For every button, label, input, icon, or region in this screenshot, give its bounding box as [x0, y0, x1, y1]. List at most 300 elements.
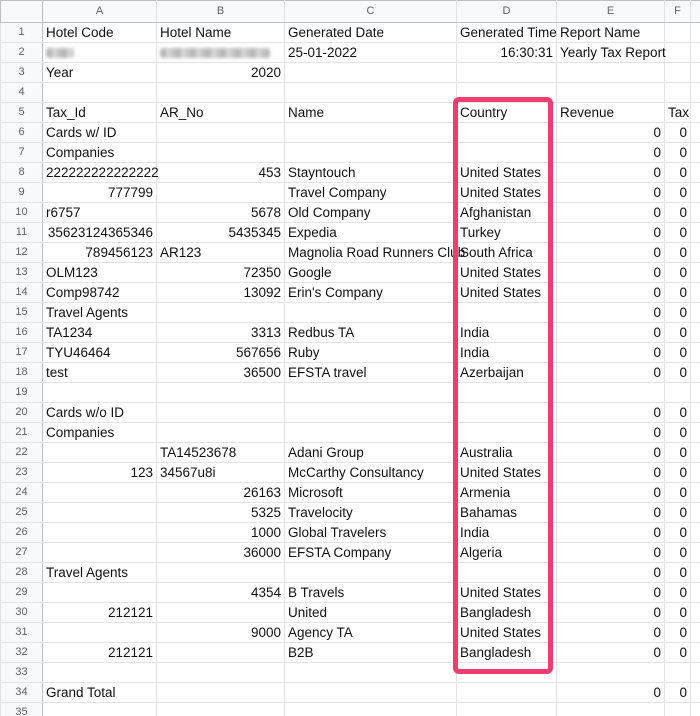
cell-c[interactable] — [285, 683, 457, 703]
cell-e[interactable]: Report Name — [557, 23, 665, 43]
cell-f[interactable]: 0 — [665, 583, 691, 603]
cell-d[interactable]: Afghanistan — [457, 203, 557, 223]
cell-d[interactable] — [457, 423, 557, 443]
cell-g[interactable] — [691, 103, 700, 123]
cell-b[interactable] — [157, 603, 285, 623]
cell-e[interactable]: 0 — [557, 143, 665, 163]
cell-d[interactable] — [457, 143, 557, 163]
cell-e[interactable]: 0 — [557, 543, 665, 563]
cell-e[interactable]: 0 — [557, 263, 665, 283]
row-header[interactable]: 4 — [1, 83, 43, 103]
cell-f[interactable]: 0 — [665, 263, 691, 283]
cell-b[interactable]: 9000 — [157, 623, 285, 643]
cell-d[interactable]: United States — [457, 623, 557, 643]
cell-b[interactable]: 5435345 — [157, 223, 285, 243]
cell-c[interactable]: Old Company — [285, 203, 457, 223]
cell-a[interactable] — [43, 523, 157, 543]
cell-d[interactable]: Generated Time — [457, 23, 557, 43]
cell-e[interactable]: 0 — [557, 683, 665, 703]
cell-c[interactable]: Ruby — [285, 343, 457, 363]
cell-g[interactable] — [691, 163, 700, 183]
cell-c[interactable]: EFSTA travel — [285, 363, 457, 383]
cell-a[interactable]: Companies — [43, 423, 157, 443]
cell-c[interactable]: Name — [285, 103, 457, 123]
cell-c[interactable]: Generated Date — [285, 23, 457, 43]
cell-a[interactable]: 35623124365346 — [43, 223, 157, 243]
cell-f[interactable]: 0 — [665, 403, 691, 423]
cell-a[interactable] — [43, 623, 157, 643]
cell-g[interactable] — [691, 283, 700, 303]
row-header[interactable]: 21 — [1, 423, 43, 443]
cell-d[interactable]: United States — [457, 183, 557, 203]
cell-c[interactable]: B2B — [285, 643, 457, 663]
cell-d[interactable]: 16:30:31 — [457, 43, 557, 63]
cell-f[interactable]: 0 — [665, 623, 691, 643]
cell-f[interactable]: 0 — [665, 443, 691, 463]
cell-f[interactable]: 0 — [665, 243, 691, 263]
cell-f[interactable] — [665, 83, 691, 103]
cell-c[interactable] — [285, 143, 457, 163]
cell-f[interactable]: 0 — [665, 543, 691, 563]
cell-e[interactable]: Yearly Tax Report — [557, 43, 665, 63]
row-header[interactable]: 32 — [1, 643, 43, 663]
row-header[interactable]: 16 — [1, 323, 43, 343]
cell-e[interactable] — [557, 383, 665, 403]
cell-a[interactable] — [43, 583, 157, 603]
cell-d[interactable]: Turkey — [457, 223, 557, 243]
table-row — [1, 463, 700, 483]
cell-b[interactable] — [157, 403, 285, 423]
cell-d[interactable]: Azerbaijan — [457, 363, 557, 383]
cell-a[interactable]: 777799 — [43, 183, 157, 203]
cell-b[interactable]: Hotel Name — [157, 23, 285, 43]
cell-g[interactable] — [691, 43, 700, 63]
cell-f[interactable]: 0 — [665, 303, 691, 323]
cell-e[interactable]: 0 — [557, 563, 665, 583]
cell-d[interactable]: United States — [457, 263, 557, 283]
cell-d[interactable]: Country — [457, 103, 557, 123]
cell-a[interactable]: 212121 — [43, 603, 157, 623]
cell-g[interactable] — [691, 703, 700, 716]
cell-e[interactable]: 0 — [557, 523, 665, 543]
cell-d[interactable]: Algeria — [457, 543, 557, 563]
row-header[interactable]: 28 — [1, 563, 43, 583]
cell-c[interactable] — [285, 303, 457, 323]
cell-g[interactable] — [691, 323, 700, 343]
cell-e[interactable]: 0 — [557, 223, 665, 243]
cell-c[interactable]: Travelocity — [285, 503, 457, 523]
cell-d[interactable] — [457, 83, 557, 103]
cell-e[interactable] — [557, 63, 665, 83]
cell-f[interactable]: 0 — [665, 143, 691, 163]
cell-f[interactable]: Tax — [665, 103, 691, 123]
cell-e[interactable]: 0 — [557, 363, 665, 383]
row-header[interactable]: 10 — [1, 203, 43, 223]
cell-b[interactable]: 26163 — [157, 483, 285, 503]
cell-b[interactable] — [157, 643, 285, 663]
cell-d[interactable] — [457, 383, 557, 403]
cell-f[interactable]: 0 — [665, 563, 691, 583]
column-header-b[interactable]: B — [157, 1, 285, 23]
cell-g[interactable] — [691, 143, 700, 163]
cell-b[interactable]: 5325 — [157, 503, 285, 523]
row-header[interactable]: 7 — [1, 143, 43, 163]
cell-f[interactable] — [665, 663, 691, 683]
cell-a[interactable] — [43, 483, 157, 503]
cell-b[interactable]: 36500 — [157, 363, 285, 383]
cell-d[interactable]: Bahamas — [457, 503, 557, 523]
cell-g[interactable] — [691, 543, 700, 563]
cell-b[interactable]: 34567u8i — [157, 463, 285, 483]
cell-f[interactable]: 0 — [665, 603, 691, 623]
cell-d[interactable]: India — [457, 323, 557, 343]
cell-c[interactable]: Adani Group — [285, 443, 457, 463]
cell-d[interactable]: Armenia — [457, 483, 557, 503]
cell-b[interactable]: 13092 — [157, 283, 285, 303]
cell-d[interactable]: United States — [457, 583, 557, 603]
cell-b[interactable]: AR123 — [157, 243, 285, 263]
cell-a[interactable]: Hotel Code — [43, 23, 157, 43]
column-header-c[interactable]: C — [285, 1, 457, 23]
row-header[interactable]: 22 — [1, 443, 43, 463]
table-row — [1, 223, 700, 243]
cell-d[interactable] — [457, 703, 557, 716]
cell-g[interactable] — [691, 263, 700, 283]
cell-f[interactable]: 0 — [665, 523, 691, 543]
cell-e[interactable]: 0 — [557, 323, 665, 343]
row-header[interactable]: 30 — [1, 603, 43, 623]
cell-a[interactable]: 212121 — [43, 643, 157, 663]
cell-a[interactable] — [43, 43, 157, 63]
cell-f[interactable]: 0 — [665, 643, 691, 663]
cell-a[interactable] — [43, 503, 157, 523]
row-header[interactable]: 19 — [1, 383, 43, 403]
cell-g[interactable] — [691, 603, 700, 623]
cell-d[interactable] — [457, 563, 557, 583]
cell-a[interactable] — [43, 383, 157, 403]
cell-g[interactable] — [691, 403, 700, 423]
cell-a[interactable]: Cards w/ ID — [43, 123, 157, 143]
cell-e[interactable]: 0 — [557, 343, 665, 363]
cell-g[interactable] — [691, 583, 700, 603]
cell-g[interactable] — [691, 503, 700, 523]
cell-a[interactable]: 789456123 — [43, 243, 157, 263]
cell-c[interactable]: Google — [285, 263, 457, 283]
row-header[interactable]: 17 — [1, 343, 43, 363]
cell-e[interactable]: 0 — [557, 623, 665, 643]
cell-c[interactable]: Microsoft — [285, 483, 457, 503]
cell-f[interactable]: 0 — [665, 683, 691, 703]
cell-g[interactable] — [691, 623, 700, 643]
cell-b[interactable] — [157, 303, 285, 323]
cell-g[interactable] — [691, 643, 700, 663]
cell-f[interactable]: 0 — [665, 483, 691, 503]
cell-a[interactable]: Grand Total — [43, 683, 157, 703]
cell-a[interactable]: r6757 — [43, 203, 157, 223]
row-header[interactable]: 15 — [1, 303, 43, 323]
cell-c[interactable] — [285, 383, 457, 403]
row-header[interactable]: 27 — [1, 543, 43, 563]
row-header[interactable]: 25 — [1, 503, 43, 523]
cell-g[interactable] — [691, 23, 700, 43]
cell-g[interactable] — [691, 303, 700, 323]
cell-b[interactable]: TA14523678 — [157, 443, 285, 463]
table-row — [1, 683, 700, 703]
cell-c[interactable] — [285, 703, 457, 716]
cell-a[interactable] — [43, 443, 157, 463]
cell-g[interactable] — [691, 343, 700, 363]
table-row — [1, 323, 700, 343]
table-row — [1, 703, 700, 716]
cell-f[interactable]: 0 — [665, 283, 691, 303]
cell-d[interactable]: Bangladesh — [457, 643, 557, 663]
cell-b[interactable] — [157, 383, 285, 403]
cell-a[interactable]: Companies — [43, 143, 157, 163]
cell-b[interactable] — [157, 663, 285, 683]
row-header[interactable]: 29 — [1, 583, 43, 603]
cell-a[interactable]: Year — [43, 63, 157, 83]
table-row — [1, 643, 700, 663]
row-header[interactable]: 18 — [1, 363, 43, 383]
cell-e[interactable]: 0 — [557, 483, 665, 503]
cell-d[interactable] — [457, 63, 557, 83]
cell-f[interactable] — [665, 23, 691, 43]
cell-e[interactable]: 0 — [557, 283, 665, 303]
cell-g[interactable] — [691, 483, 700, 503]
cell-b[interactable] — [157, 123, 285, 143]
cell-e[interactable]: 0 — [557, 123, 665, 143]
cell-f[interactable] — [665, 43, 691, 63]
cell-c[interactable]: Stayntouch — [285, 163, 457, 183]
cell-b[interactable]: 3313 — [157, 323, 285, 343]
cell-c[interactable]: Redbus TA — [285, 323, 457, 343]
table-row — [1, 123, 700, 143]
cell-e[interactable]: 0 — [557, 583, 665, 603]
cell-g[interactable] — [691, 523, 700, 543]
cell-d[interactable]: India — [457, 523, 557, 543]
cell-g[interactable] — [691, 463, 700, 483]
cell-f[interactable]: 0 — [665, 223, 691, 243]
cell-c[interactable]: Expedia — [285, 223, 457, 243]
cell-e[interactable]: 0 — [557, 423, 665, 443]
cell-b[interactable]: 1000 — [157, 523, 285, 543]
cell-c[interactable]: McCarthy Consultancy — [285, 463, 457, 483]
row-header[interactable]: 34 — [1, 683, 43, 703]
row-header[interactable]: 26 — [1, 523, 43, 543]
cell-d[interactable] — [457, 403, 557, 423]
cell-b[interactable]: 36000 — [157, 543, 285, 563]
cell-c[interactable] — [285, 83, 457, 103]
cell-g[interactable] — [691, 203, 700, 223]
cell-e[interactable]: 0 — [557, 203, 665, 223]
cell-d[interactable]: United States — [457, 283, 557, 303]
row-header[interactable]: 8 — [1, 163, 43, 183]
cell-d[interactable]: South Africa — [457, 243, 557, 263]
cell-b[interactable]: AR_No — [157, 103, 285, 123]
cell-c[interactable] — [285, 123, 457, 143]
cell-g[interactable] — [691, 683, 700, 703]
cell-g[interactable] — [691, 83, 700, 103]
row-header[interactable]: 9 — [1, 183, 43, 203]
row-header[interactable]: 23 — [1, 463, 43, 483]
column-header-g[interactable] — [691, 1, 700, 23]
cell-f[interactable]: 0 — [665, 203, 691, 223]
row-header[interactable]: 13 — [1, 263, 43, 283]
cell-g[interactable] — [691, 183, 700, 203]
cell-e[interactable] — [557, 703, 665, 716]
row-header[interactable]: 6 — [1, 123, 43, 143]
cell-f[interactable]: 0 — [665, 123, 691, 143]
cell-b[interactable]: 567656 — [157, 343, 285, 363]
cell-a[interactable]: Travel Agents — [43, 303, 157, 323]
table-row — [1, 243, 700, 263]
cell-c[interactable] — [285, 63, 457, 83]
cell-b[interactable]: 4354 — [157, 583, 285, 603]
cell-f[interactable]: 0 — [665, 423, 691, 443]
cell-f[interactable] — [665, 703, 691, 716]
cell-c[interactable]: Global Travelers — [285, 523, 457, 543]
cell-f[interactable]: 0 — [665, 363, 691, 383]
cell-d[interactable] — [457, 123, 557, 143]
row-header[interactable]: 11 — [1, 223, 43, 243]
cell-b[interactable]: 72350 — [157, 263, 285, 283]
cell-g[interactable] — [691, 423, 700, 443]
row-header[interactable]: 35 — [1, 703, 43, 716]
cell-f[interactable]: 0 — [665, 163, 691, 183]
cell-g[interactable] — [691, 443, 700, 463]
cell-g[interactable] — [691, 63, 700, 83]
row-header[interactable]: 2 — [1, 43, 43, 63]
cell-a[interactable]: Tax_Id — [43, 103, 157, 123]
cell-b[interactable] — [157, 143, 285, 163]
cell-d[interactable]: United States — [457, 463, 557, 483]
cell-b[interactable] — [157, 563, 285, 583]
cell-a[interactable] — [43, 83, 157, 103]
table-row — [1, 423, 700, 443]
cell-f[interactable]: 0 — [665, 183, 691, 203]
cell-c[interactable]: United — [285, 603, 457, 623]
cell-e[interactable]: 0 — [557, 643, 665, 663]
cell-b[interactable]: 453 — [157, 163, 285, 183]
cell-b[interactable]: 2020 — [157, 63, 285, 83]
table-row — [1, 383, 700, 403]
cell-g[interactable] — [691, 123, 700, 143]
cell-e[interactable]: 0 — [557, 443, 665, 463]
cell-f[interactable]: 0 — [665, 323, 691, 343]
cell-g[interactable] — [691, 663, 700, 683]
row-header[interactable]: 33 — [1, 663, 43, 683]
cell-a[interactable]: OLM123 — [43, 263, 157, 283]
cell-a[interactable]: test — [43, 363, 157, 383]
cell-c[interactable]: Magnolia Road Runners Club — [285, 243, 457, 263]
cell-g[interactable] — [691, 243, 700, 263]
cell-a[interactable] — [43, 543, 157, 563]
cell-g[interactable] — [691, 383, 700, 403]
cell-b[interactable] — [157, 683, 285, 703]
row-header[interactable]: 3 — [1, 63, 43, 83]
cell-b[interactable] — [157, 423, 285, 443]
row-header[interactable]: 14 — [1, 283, 43, 303]
cell-e[interactable] — [557, 83, 665, 103]
column-header-d[interactable]: D — [457, 1, 557, 23]
cell-c[interactable]: Travel Company — [285, 183, 457, 203]
cell-e[interactable]: 0 — [557, 503, 665, 523]
cell-f[interactable] — [665, 383, 691, 403]
row-header[interactable]: 5 — [1, 103, 43, 123]
cell-a[interactable]: TYU46464 — [43, 343, 157, 363]
cell-b[interactable] — [157, 83, 285, 103]
column-header-e[interactable]: E — [557, 1, 665, 23]
cell-d[interactable]: Bangladesh — [457, 603, 557, 623]
cell-f[interactable]: 0 — [665, 343, 691, 363]
cell-f[interactable]: 0 — [665, 503, 691, 523]
cell-f[interactable]: 0 — [665, 463, 691, 483]
cell-e[interactable]: 0 — [557, 403, 665, 423]
cell-a[interactable]: 123 — [43, 463, 157, 483]
row-header[interactable]: 24 — [1, 483, 43, 503]
cell-a[interactable]: Travel Agents — [43, 563, 157, 583]
cell-b[interactable] — [157, 703, 285, 716]
cell-e[interactable]: 0 — [557, 603, 665, 623]
column-header-a[interactable]: A — [43, 1, 157, 23]
cell-e[interactable]: 0 — [557, 183, 665, 203]
cell-g[interactable] — [691, 363, 700, 383]
cell-g[interactable] — [691, 223, 700, 243]
cell-e[interactable]: 0 — [557, 243, 665, 263]
table-row — [1, 443, 700, 463]
cell-e[interactable] — [557, 663, 665, 683]
cell-f[interactable] — [665, 63, 691, 83]
cell-a[interactable]: Comp98742 — [43, 283, 157, 303]
cell-d[interactable]: United States — [457, 163, 557, 183]
cell-c[interactable] — [285, 563, 457, 583]
row-header[interactable]: 20 — [1, 403, 43, 423]
cell-c[interactable]: EFSTA Company — [285, 543, 457, 563]
cell-c[interactable]: B Travels — [285, 583, 457, 603]
cell-c[interactable]: Agency TA — [285, 623, 457, 643]
cell-d[interactable]: India — [457, 343, 557, 363]
cell-c[interactable]: 25-01-2022 — [285, 43, 457, 63]
cell-a[interactable] — [43, 703, 157, 716]
cell-d[interactable] — [457, 303, 557, 323]
row-header[interactable]: 31 — [1, 623, 43, 643]
cell-e[interactable]: Revenue — [557, 103, 665, 123]
cell-b[interactable]: 5678 — [157, 203, 285, 223]
cell-c[interactable] — [285, 663, 457, 683]
cell-g[interactable] — [691, 563, 700, 583]
cell-d[interactable] — [457, 663, 557, 683]
table-row — [1, 43, 700, 63]
cell-c[interactable]: Erin's Company — [285, 283, 457, 303]
cell-d[interactable] — [457, 683, 557, 703]
cell-e[interactable]: 0 — [557, 163, 665, 183]
row-header[interactable]: 1 — [1, 23, 43, 43]
cell-a[interactable]: TA1234 — [43, 323, 157, 343]
cell-b[interactable] — [157, 43, 285, 63]
cell-b[interactable] — [157, 183, 285, 203]
cell-c[interactable] — [285, 423, 457, 443]
cell-c[interactable] — [285, 403, 457, 423]
cell-a[interactable]: 222222222222222 — [43, 163, 157, 183]
row-header[interactable]: 12 — [1, 243, 43, 263]
column-header-f[interactable]: F — [665, 1, 691, 23]
cell-a[interactable] — [43, 663, 157, 683]
cell-d[interactable]: Australia — [457, 443, 557, 463]
cell-a[interactable]: Cards w/o ID — [43, 403, 157, 423]
cell-e[interactable]: 0 — [557, 303, 665, 323]
select-all-corner[interactable] — [1, 1, 43, 23]
cell-e[interactable]: 0 — [557, 463, 665, 483]
